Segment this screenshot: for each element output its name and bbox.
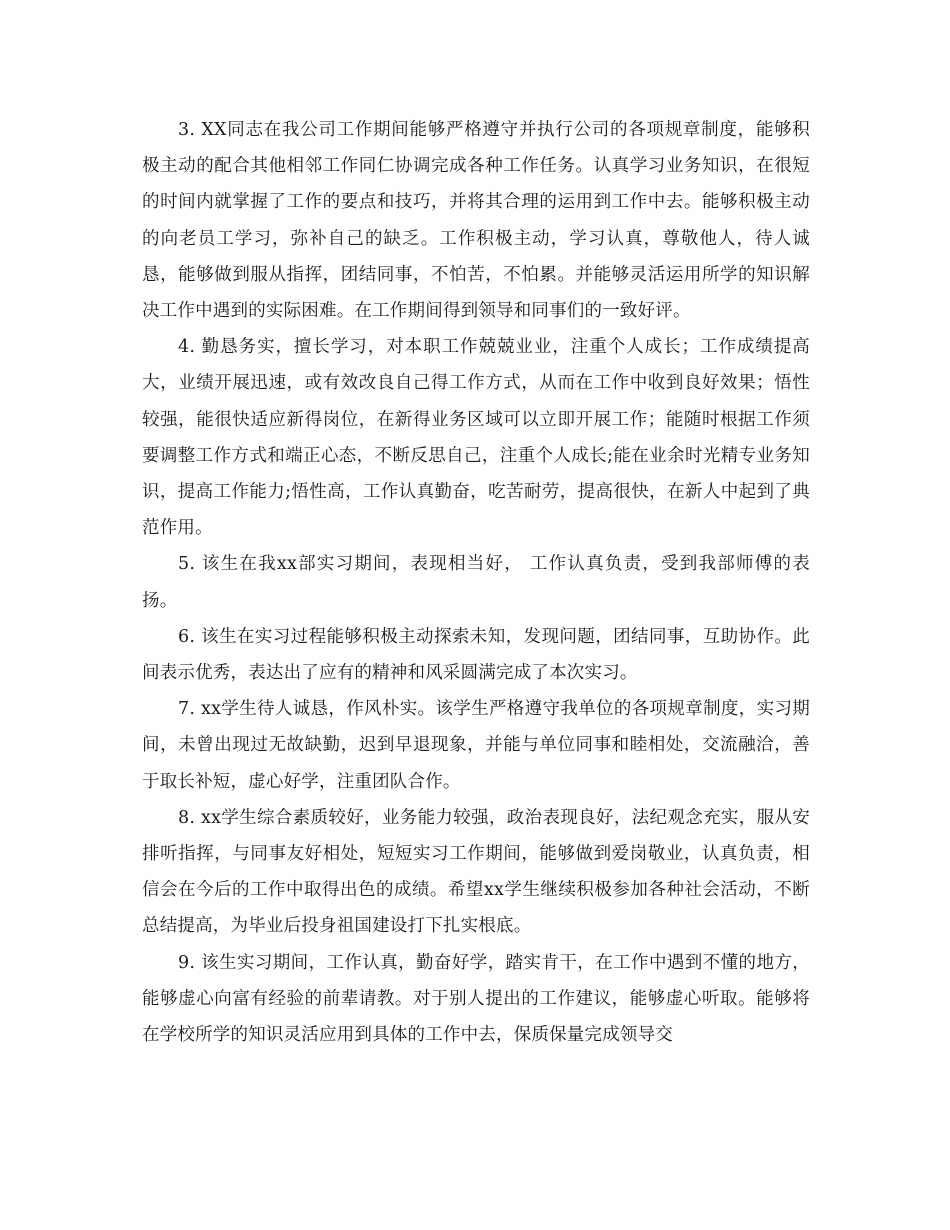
- paragraph-4: 4. 勤恳务实，擅长学习，对本职工作兢兢业业，注重个人成长；工作成绩提高大，业绩开展迅速，或有效改良自己得工作方式，从而在工作中收到良好效果；悟性较强，能很快适应新得岗位，在新得业务区域可以立即开展工作；能随时根据工作须要调整工作方式和端正心态，不断反思自己，注重个人成长;能在业余时光精专业务知识，提高工作能力;悟性高，工作认真勤奋，吃苦耐劳，提高很快，在新人中起到了典范作用。: [142, 337, 810, 539]
- paragraph-5: 5. 该生在我xx部实习期间，表现相当好， 工作认真负责，受到我部师傅的表扬。: [142, 554, 810, 611]
- paragraph-7: 7. xx学生待人诚恳，作风朴实。该学生严格遵守我单位的各项规章制度，实习期间，未曾出现过无故缺勤，迟到早退现象，并能与单位同事和睦相处，交流融洽，善于取长补短，虚心好学，注重团队合作。: [142, 699, 810, 792]
- paragraph-3: 3. XX同志在我公司工作期间能够严格遵守并执行公司的各项规章制度，能够积极主动的配合其他相邻工作同仁协调完成各种工作任务。认真学习业务知识，在很短的时间内就掌握了工作的要点和技巧，并将其合理的运用到工作中去。能够积极主动的向老员工学习，弥补自己的缺乏。工作积极主动，学习认真，尊敬他人，待人诚恳，能够做到服从指挥，团结同事，不怕苦，不怕累。并能够灵活运用所学的知识解决工作中遇到的实际困难。在工作期间得到领导和同事们的一致好评。: [142, 120, 810, 322]
- paragraph-8: 8. xx学生综合素质较好，业务能力较强，政治表现良好，法纪观念充实，服从安排听指挥，与同事友好相处，短短实习工作期间，能够做到爱岗敬业，认真负责，相信会在今后的工作中取得出色的成绩。希望xx学生继续积极参加各种社会活动，不断总结提高，为毕业后投身祖国建设打下扎实根底。: [142, 807, 810, 937]
- paragraph-6: 6. 该生在实习过程能够积极主动探索未知，发现问题，团结同事，互助协作。此间表示优秀，表达出了应有的精神和风采圆满完成了本次实习。: [142, 626, 810, 684]
- paragraph-9: 9. 该生实习期间，工作认真，勤奋好学，踏实肯干，在工作中遇到不懂的地方，能够虚心向富有经验的前辈请教。对于别人提出的工作建议，能够虚心听取。能够将在学校所学的知识灵活应用到具体的工作中去，保质保量完成领导交: [142, 952, 810, 1046]
- document-body: [142, 112, 810, 1053]
